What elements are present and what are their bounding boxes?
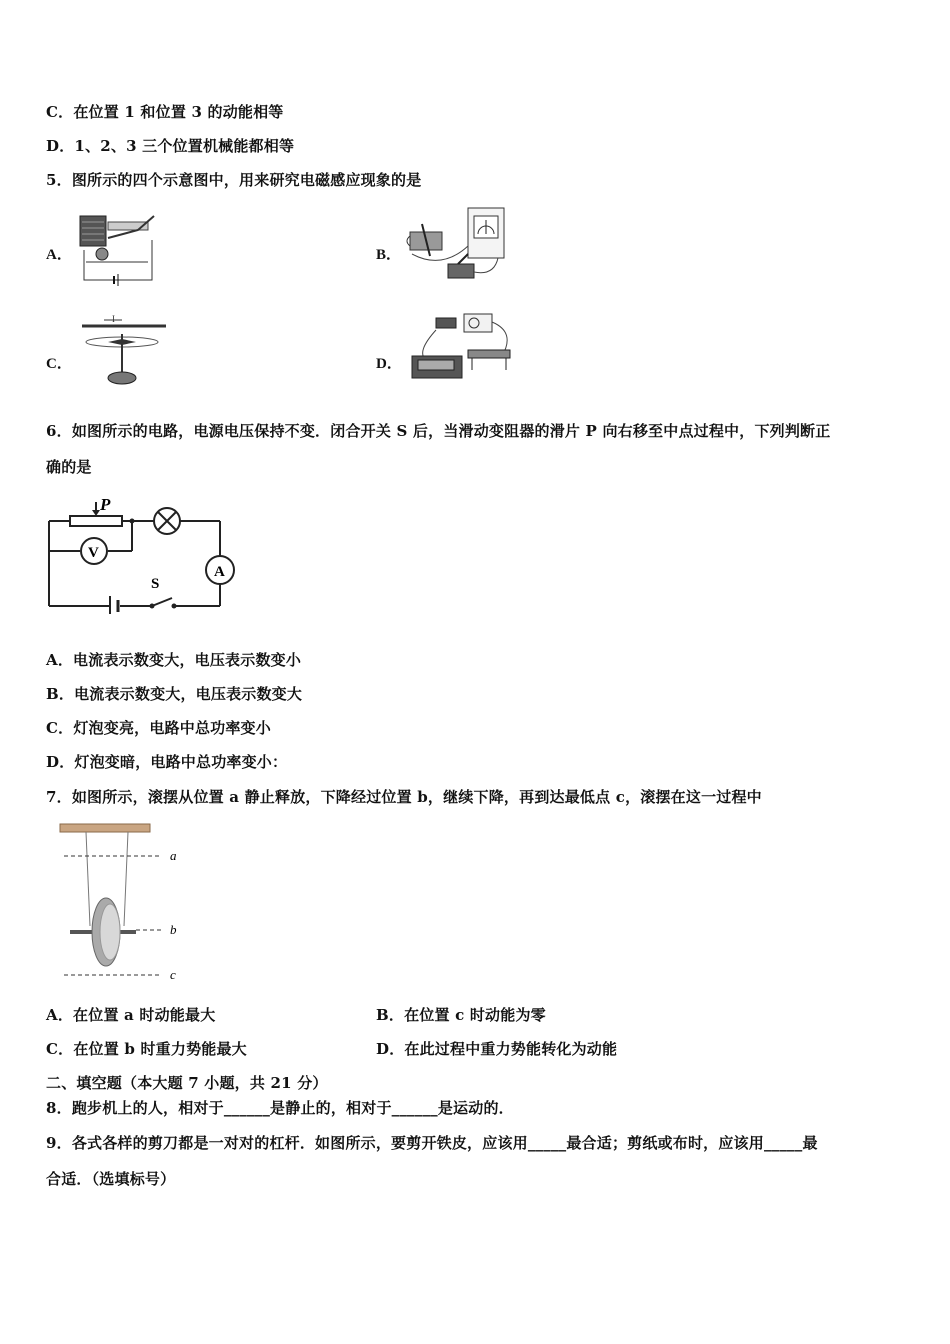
- q7-option-d: D．在此过程中重力势能转化为动能: [376, 1040, 618, 1058]
- q7-option-b: B．在位置 c 时动能为零: [376, 1006, 546, 1024]
- q7-option-c: C．在位置 b 时重力势能最大: [46, 1040, 247, 1058]
- q4-option-d: D．1、2、3 三个位置机械能都相等: [46, 137, 295, 155]
- q6-option-d: D．灯泡变暗，电路中总功率变小：: [46, 753, 288, 771]
- q5-figure-c: [78, 312, 170, 390]
- q5-label-a: A．: [46, 247, 72, 263]
- q7-label-b: b: [170, 922, 177, 937]
- q5-figure-b: [402, 206, 508, 288]
- q9-text-line2: 合适．（选填标号）: [46, 1170, 176, 1188]
- q6-option-c: C．灯泡变亮，电路中总功率变小: [46, 719, 271, 737]
- q6-label-v: V: [88, 545, 99, 561]
- q7-label-a: a: [170, 848, 177, 863]
- q6-option-b: B．电流表示数变大，电压表示数变大: [46, 685, 303, 703]
- q6-circuit-diagram: [44, 494, 240, 614]
- q4-option-c: C．在位置 1 和位置 3 的动能相等: [46, 103, 284, 121]
- svg-text:I: I: [112, 314, 115, 324]
- q7-label-c: c: [170, 967, 176, 982]
- q8-text: 8．跑步机上的人，相对于______是静止的，相对于______是运动的．: [46, 1099, 514, 1117]
- q6-stem-line1: 6．如图所示的电路，电源电压保持不变．闭合开关 S 后，当滑动变阻器的滑片 P 向右移至中点过程中，下列判断正: [46, 422, 831, 440]
- q5-figure-d: [406, 312, 518, 384]
- q9-text-line1: 9．各式各样的剪刀都是一对对的杠杆．如图所示，要剪开铁皮，应该用_____最合适；剪纸或布时，应该用_____最: [46, 1134, 818, 1152]
- q6-stem-line2: 确的是: [46, 458, 92, 476]
- q6-option-a: A．电流表示数变大，电压表示数变小: [46, 651, 302, 669]
- q7-option-a: A．在位置 a 时动能最大: [46, 1006, 216, 1024]
- q6-label-p: P: [100, 495, 111, 514]
- section-heading: 二、填空题（本大题 7 小题，共 21 分）: [46, 1074, 328, 1092]
- q5-stem: 5．图所示的四个示意图中，用来研究电磁感应现象的是: [46, 171, 422, 189]
- q5-label-d: D．: [376, 356, 402, 372]
- q6-label-a: A: [214, 564, 225, 580]
- q7-maxwell-pendulum-figure: [56, 820, 188, 986]
- q5-label-c: C．: [46, 356, 72, 372]
- q5-figure-a: [78, 210, 166, 288]
- q7-stem: 7．如图所示，滚摆从位置 a 静止释放，下降经过位置 b，继续下降，再到达最低点 c，滚摆在这一过程中: [46, 788, 762, 806]
- q5-label-b: B．: [376, 247, 402, 263]
- q6-label-s: S: [151, 576, 160, 592]
